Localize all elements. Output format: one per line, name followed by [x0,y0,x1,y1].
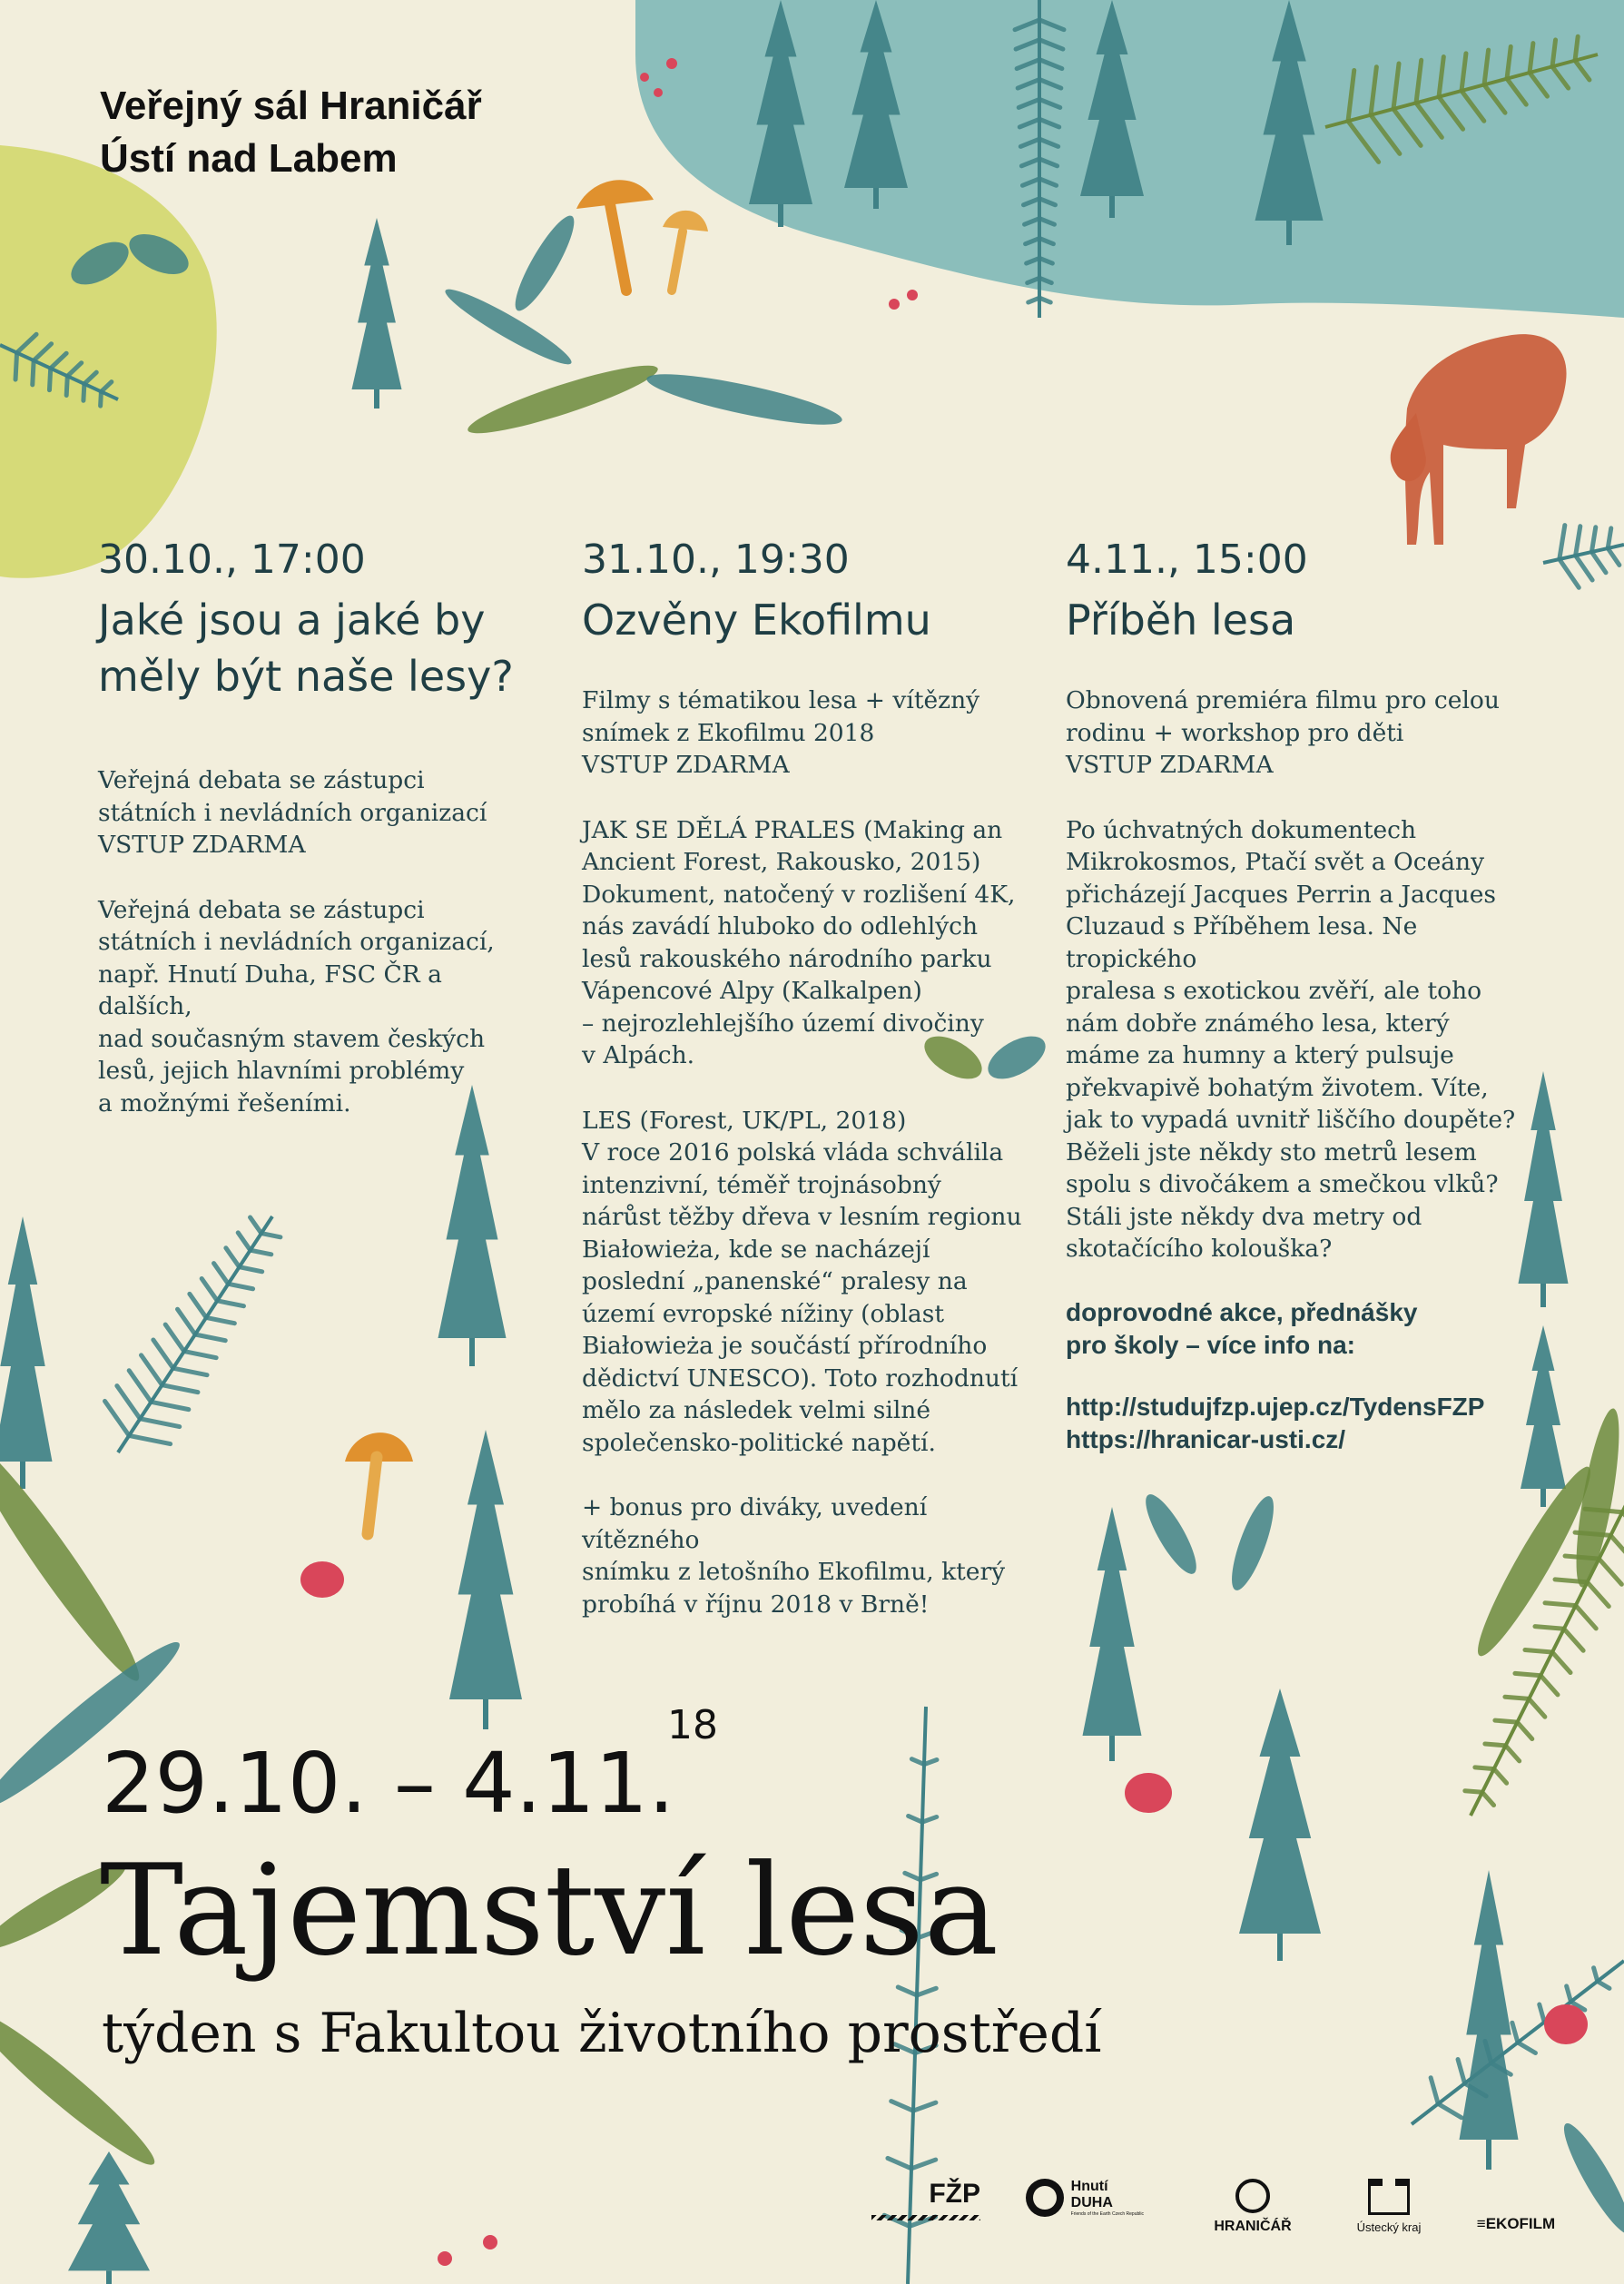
logo-fzp: FŽP [871,2179,980,2220]
link-hranicar[interactable]: https://hranicar-usti.cz/ [1066,1424,1346,1453]
ekofilm-mark-icon: ≡ [1476,2215,1486,2232]
event-description: Po úchvatných dokumentech Mikrokosmos, Ptačí svět a Oceány přicházejí Jacques Perrin a Jacques Cluzaud s Příběhem lesa. Ne tropického pralesa s exotickou zvěří, ale toho nám dobře známého lesa, který máme za humny a který pulsuje překvapivě bohatým životem. Víte, jak to vypadá uvnitř liščího doupěte? Běželi jste někdy sto metrů lesem spolu s divočákem a smečkou vlků? Stáli jste někdy dva metry od skotačícího kolouška? [1066,815,1516,1263]
pine-tree-icon [1239,1688,1321,1961]
event-intro: Veřejná debata se zástupci státních i nevládních organizací VSTUP ZDARMA [98,766,487,859]
logo-ekofilm: ≡EKOFILM [1476,2215,1556,2232]
event-datetime: 4.11., 15:00 [1066,537,1308,583]
event-description: LES (Forest, UK/PL, 2018) V roce 2016 polská vláda schválila intenzivní, téměř trojnásobný nárůst těžby dřeva v lesním regionu Białowieża, kde se nacházejí poslední „panenské“ pralesy na území evropské nížiny (oblast Białowieża je součástí přírodního dědictví UNESCO). Toto rozhodnutí mělo za následek velmi silné společensko-politické napětí. [582,1106,1022,1457]
leaf-icon [440,281,577,373]
pine-tree-icon [438,1085,507,1366]
leaf-icon [507,210,583,317]
mushroom-icon [576,180,708,290]
venue-name: Veřejný sál Hraničář [100,84,482,128]
fern-icon [1412,1961,1624,2124]
event-column-2 [582,536,1027,1620]
hranicar-circle-icon [1235,2179,1270,2213]
event-title: Jaké jsou a jaké by měly být naše lesy? [98,596,514,701]
leaf-icon [1224,1492,1282,1595]
event-description: Veřejná debata se zástupci státních i nevládních organizací, např. Hnutí Duha, FSC ČR a dalších, nad současným stavem českých lesů, jejich hlavními problémy a možnými řešeními. [98,895,495,1117]
link-fzp[interactable]: http://studujfzp.ujep.cz/TydensFZP [1066,1392,1485,1421]
pine-tree-icon [449,1430,522,1729]
event-column-3 [1066,536,1538,1456]
fern-icon [1543,526,1624,588]
pine-tree-icon [0,1216,53,1489]
pine-tree-icon [1460,1870,1519,2170]
leaf-icon [1137,1489,1205,1580]
event-description: JAK SE DĚLÁ PRALES (Making an Ancient Forest, Rakousko, 2015) Dokument, natočený v rozlišení 4K, nás zavádí hluboko do odlehlých lesů rakouského národního parku Vápencové Alpy (Kalkalpen) – nejrozlehlejšího území divočiny v Alpách. [582,815,1016,1069]
festival-year: 18 [667,1702,718,1748]
more-info-label: doprovodné akce, přednášky pro školy – více info na: [1066,1297,1418,1359]
leaf-icon [463,355,662,444]
logo-hranicar: HRANIČÁŘ [1203,2179,1303,2235]
leaf-icon [644,364,845,434]
event-bonus: + bonus pro diváky, uvedení vítězného snímku z letošního Ekofilmu, který probíhá v říjnu 2018 v Brně! [582,1493,1006,1619]
logo-ustecky-kraj: Ústecký kraj [1343,2179,1434,2234]
logo-hnuti-duha: Hnutí DUHA Friends of the Earth Czech Republic [1026,2179,1153,2217]
castle-icon [1368,2179,1410,2215]
fern-icon [105,1216,281,1452]
mushroom-icon [345,1432,413,1534]
pine-tree-icon [68,2151,150,2284]
poster-title: Tajemství lesa [100,1837,999,1984]
event-title: Ozvěny Ekofilmu [582,596,931,645]
festival-dates: 29.10. – 4.11. [102,1735,675,1832]
event-column-1 [98,536,543,1119]
event-datetime: 31.10., 19:30 [582,537,850,583]
pine-tree-icon [1083,1507,1142,1761]
pine-tree-icon [352,218,402,409]
event-intro: Filmy s tématikou lesa + vítězný snímek z Ekofilmu 2018 VSTUP ZDARMA [582,686,980,779]
venue [100,80,482,185]
event-datetime: 30.10., 17:00 [98,537,366,583]
venue-city: Ústí nad Labem [100,136,398,181]
event-intro: Obnovená premiéra filmu pro celou rodinu + workshop pro děti VSTUP ZDARMA [1066,686,1500,779]
event-title: Příběh lesa [1066,596,1296,645]
duha-ring-icon [1026,2179,1064,2217]
poster-subtitle: týden s Fakultou životního prostředí [102,2002,1102,2065]
deer-icon [1391,334,1567,545]
